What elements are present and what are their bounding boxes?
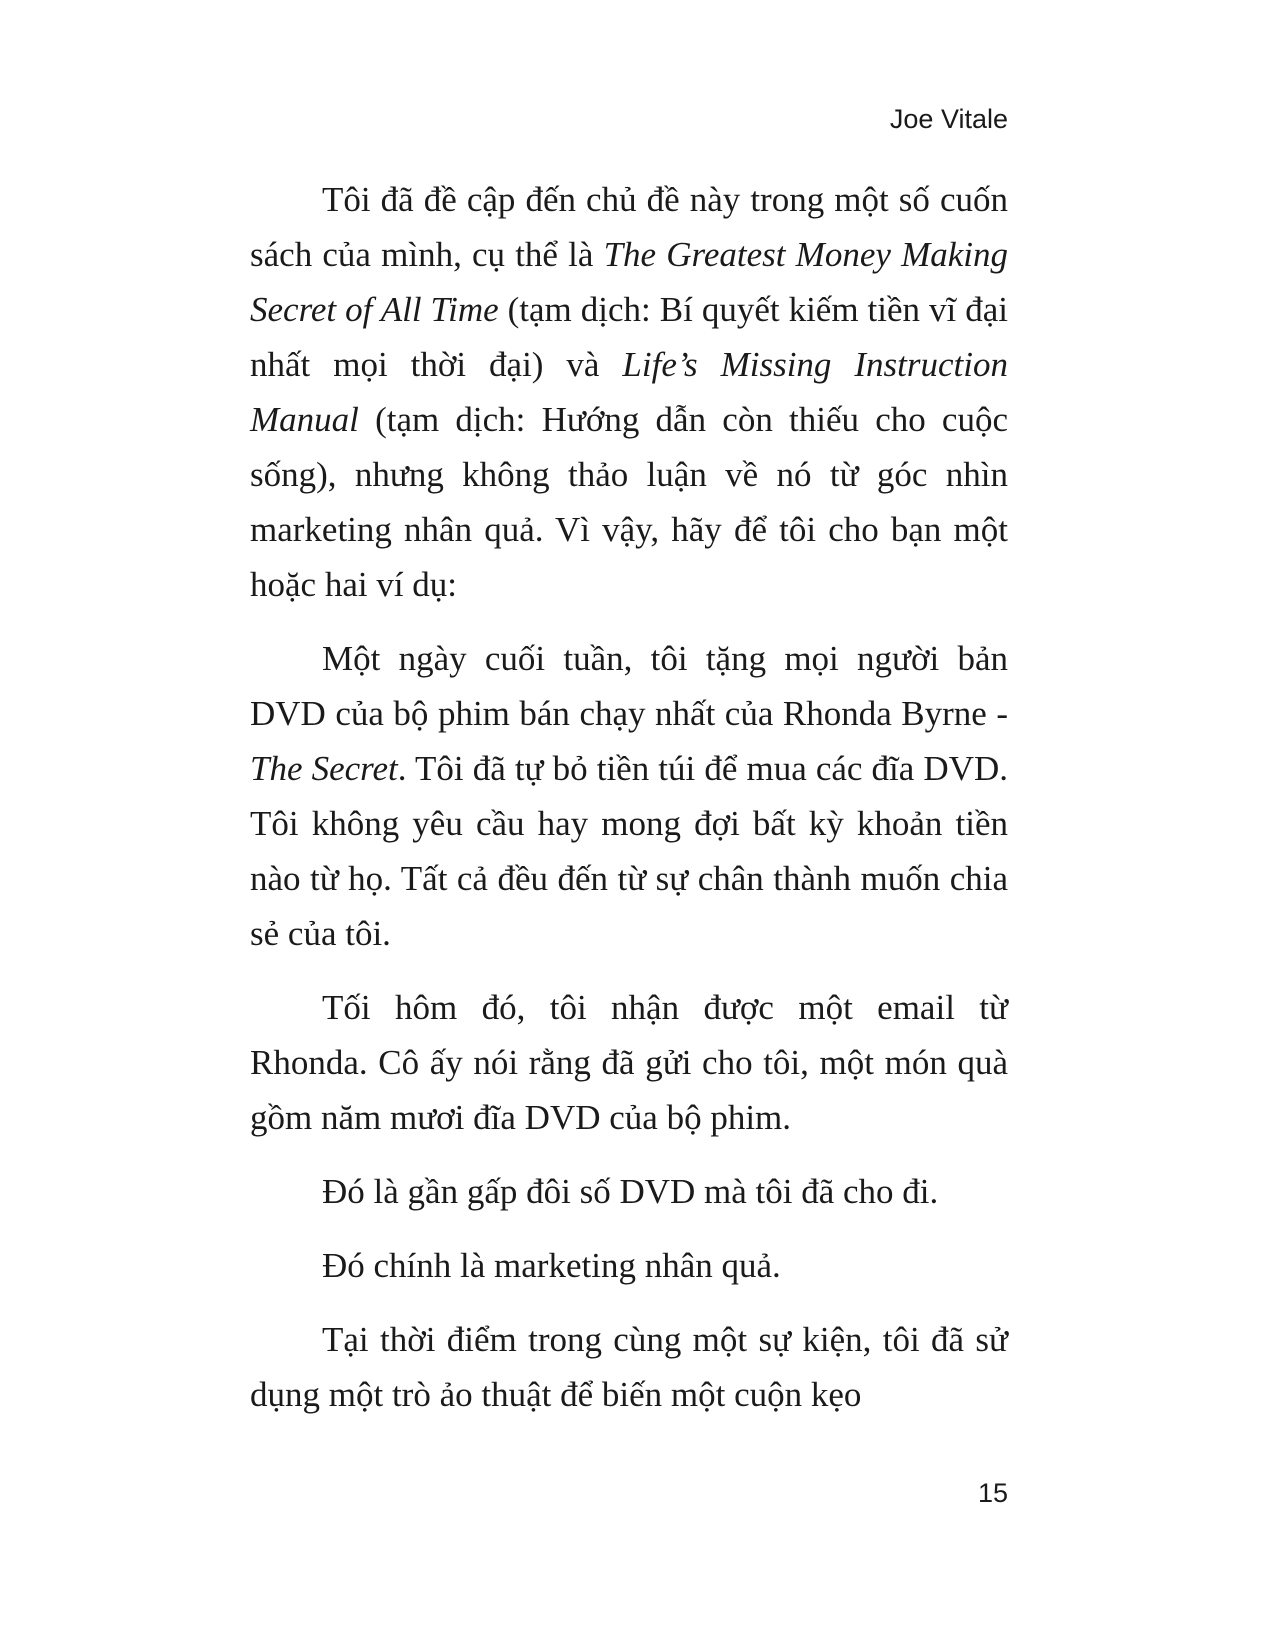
paragraph bbox=[250, 980, 1008, 1145]
body-text bbox=[250, 172, 1008, 1441]
text-segment: Tại thời điểm trong cùng một sự kiện, tôi đã sử dụng một trò ảo thuật để biến một cuộn kẹo bbox=[250, 1320, 1008, 1414]
paragraph bbox=[250, 1164, 1008, 1219]
book-title-italic: Life’s Missing Instruction Manual bbox=[250, 345, 1008, 439]
text-segment: . Tôi đã tự bỏ tiền túi để mua các đĩa DVD. Tôi không yêu cầu hay mong đợi bất kỳ khoản tiền nào từ họ. Tất cả đều đến từ sự chân thành muốn chia sẻ của tôi. bbox=[250, 749, 1008, 953]
text-segment: Đó là gần gấp đôi số DVD mà tôi đã cho đi. bbox=[322, 1172, 939, 1211]
paragraph bbox=[250, 1238, 1008, 1293]
text-segment: (tạm dịch: Bí quyết kiếm tiền vĩ đại nhất mọi thời đại) và bbox=[250, 290, 1009, 384]
paragraph bbox=[250, 172, 1008, 612]
book-title-italic: The Secret bbox=[250, 749, 398, 788]
book-title-italic: The Greatest Money Making Secret of All Time bbox=[250, 235, 1009, 329]
running-header: Joe Vitale bbox=[889, 104, 1008, 134]
paragraph bbox=[250, 1312, 1008, 1422]
page-number: 15 bbox=[977, 1478, 1008, 1508]
text-segment: (tạm dịch: Hướng dẫn còn thiếu cho cuộc sống), nhưng không thảo luận về nó từ góc nhìn marketing nhân quả. Vì vậy, hãy để tôi cho bạn một hoặc hai ví dụ: bbox=[250, 400, 1008, 604]
text-segment: Tôi đã đề cập đến chủ đề này trong một số cuốn sách của mình, cụ thể là bbox=[250, 180, 1008, 274]
text-segment: Một ngày cuối tuần, tôi tặng mọi người bản DVD của bộ phim bán chạy nhất của Rhonda Byrne - bbox=[250, 639, 1008, 733]
paragraph bbox=[250, 631, 1008, 961]
text-segment: Đó chính là marketing nhân quả. bbox=[322, 1246, 781, 1285]
text-segment: Tối hôm đó, tôi nhận được một email từ Rhonda. Cô ấy nói rằng đã gửi cho tôi, một món quà gồm năm mươi đĩa DVD của bộ phim. bbox=[250, 988, 1008, 1137]
